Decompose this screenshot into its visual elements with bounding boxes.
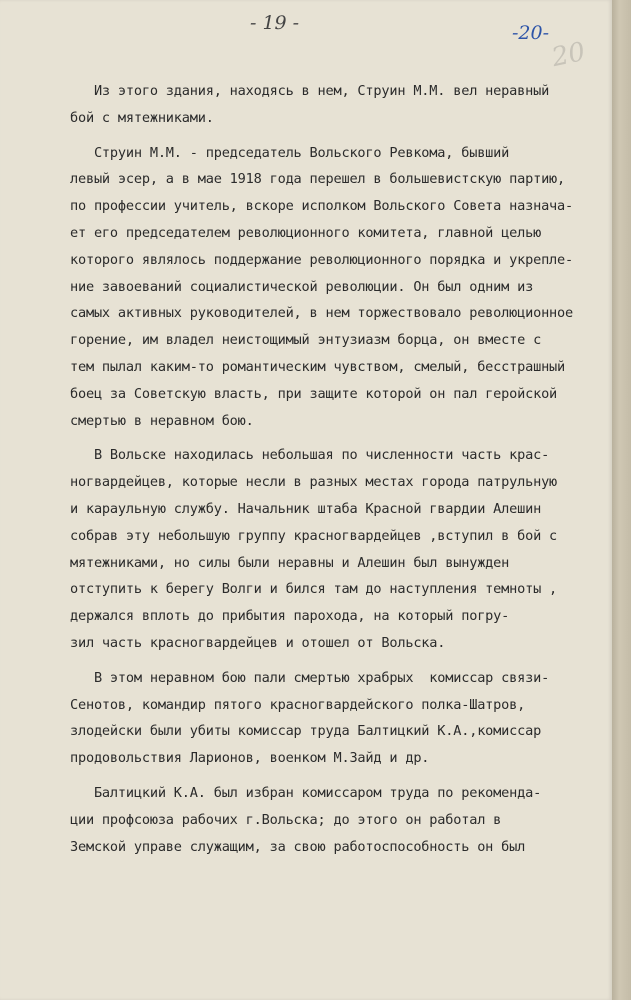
text-line: бой с мятежниками. [70,109,214,126]
text-line: Из этого здания, находясь в нем, Струин М.М. вел неравный [70,83,550,99]
text-line: отступить к берегу Волги и бился там до наступления темноты , [70,581,558,598]
text-line: ет его председателем революционного комитета, главной целью [70,224,542,241]
text-line: самых активных руководителей, в нем торжествовало революционное [70,305,574,322]
text-line: ции профсоюза рабочих г.Вольска; до этого он работал в [70,811,502,828]
text-line: по профессии учитель, вскоре исполком Вольского Совета назнача- [70,198,574,215]
faint-page-number: 20 [549,36,588,74]
text-line: и караульную службу. Начальник штаба Красной гвардии Алешин [70,500,542,517]
text-line: В этом неравном бою пали смертью храбрых комиссар связи- [70,669,550,686]
text-line: Земской управе служащим, за свою работоспособность он был [70,838,526,855]
text-line: продовольствия Ларионов, военком М.Зайд и др. [70,750,430,767]
text-line: держался вплоть до прибытия парохода, на который погру- [70,608,510,625]
text-line: Струин М.М. - председатель Вольского Ревкома, бывший [70,144,510,161]
text-line: собрав эту небольшую группу красногвардейцев ,вступил в бой с [70,527,558,544]
text-line: тем пылал каким-то романтическим чувством, смелый, бесстрашный [70,358,566,375]
text-line: горение, им владел неистощимый энтузиазм борца, он вместе с [70,332,542,349]
text-line: В Вольске находилась небольшая по численности часть крас- [70,447,550,464]
text-line: злодейски были убиты комиссар труда Балтицкий К.А.,комиссар [70,723,542,740]
text-line: зил часть красногвардейцев и отошел от Вольска. [70,634,446,651]
text-line: смертью в неравном бою. [70,412,254,429]
typed-page-number: - 19 - [250,12,300,34]
text-line: левый эсер, а в мае 1918 года перешел в большевистскую партию, [70,171,566,188]
next-page-edge [612,0,631,1000]
text-line: Сенотов, командир пятого красногвардейского полка-Шатров, [70,696,526,713]
text-line: Балтицкий К.А. был избран комиссаром труда по рекоменда- [70,784,542,801]
text-line: ние завоеваний социалистической революции. Он был одним из [70,278,534,295]
handwritten-page-number: -20- [512,22,550,44]
typewritten-body [70,78,610,860]
text-line: ногвардейцев, которые несли в разных местах города патрульную [70,474,558,491]
text-line: которого являлось поддержание революционного порядка и укрепле- [70,251,574,268]
text-line: мятежниками, но силы были неравны и Алешин был вынужден [70,554,510,571]
text-line: боец за Советскую власть, при защите которой он пал геройской [70,385,558,402]
